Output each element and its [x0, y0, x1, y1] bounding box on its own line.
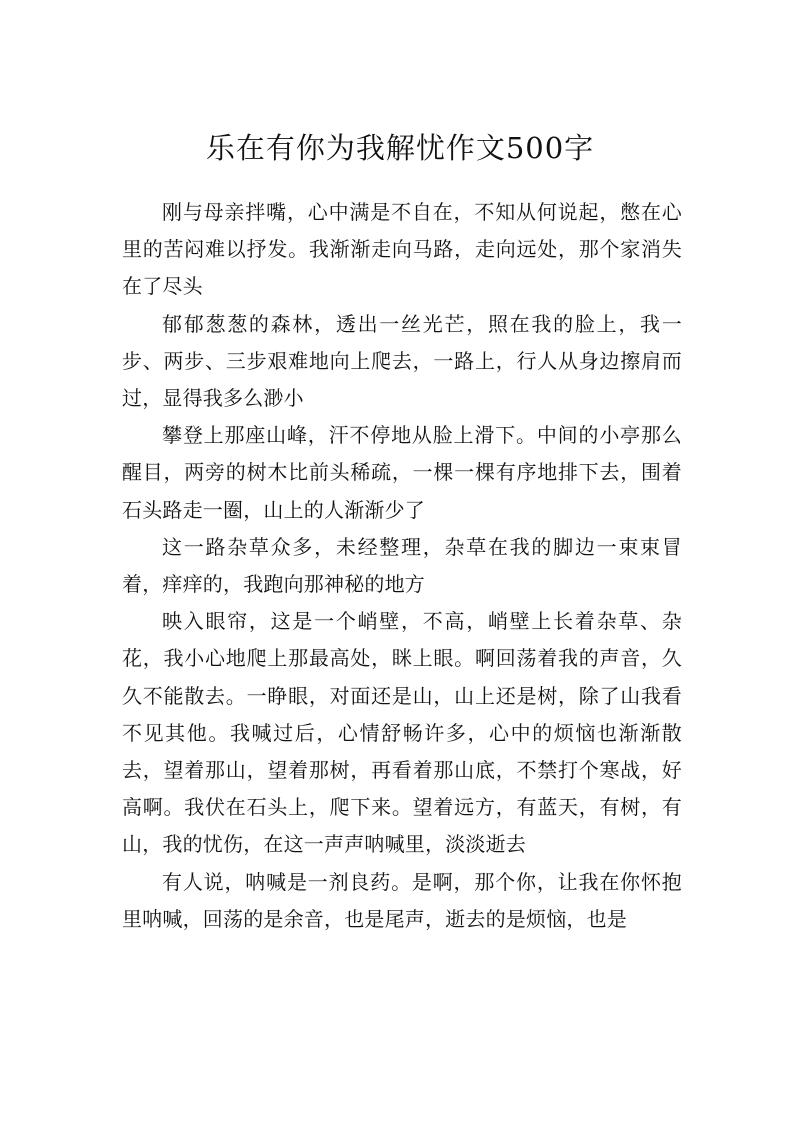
page-title: 乐在有你为我解忧作文500字	[205, 131, 595, 165]
paragraph: 刚与母亲拌嘴，心中满是不自在，不知从何说起，憋在心里的苦闷难以抒发。我渐渐走向马路，走向远处，那个家消失在了尽头	[122, 200, 682, 299]
paragraph: 郁郁葱葱的森林，透出一丝光芒，照在我的脸上，我一步、两步、三步艰难地向上爬去，一路上，行人从身边擦肩而过，显得我多么渺小	[122, 311, 682, 411]
paragraph: 这一路杂草众多，未经整理，杂草在我的脚边一束束冒着，痒痒的，我跑向那神秘的地方	[122, 534, 682, 597]
paragraph: 攀登上那座山峰，汗不停地从脸上滑下。中间的小亭那么醒目，两旁的树木比前头稀疏，一棵一棵有序地排下去，围着石头路走一圈，山上的人渐渐少了	[122, 423, 682, 522]
paragraph: 有人说，呐喊是一剂良药。是啊，那个你，让我在你怀抱里呐喊，回荡的是余音，也是尾声，逝去的是烦恼，也是	[122, 869, 682, 931]
article-body	[122, 194, 682, 938]
paragraph: 映入眼帘，这是一个峭壁，不高，峭壁上长着杂草、杂花，我小心地爬上那最高处，眯上眼。啊回荡着我的声音，久久不能散去。一睁眼，对面还是山，山上还是树，除了山我看不见其他。我喊过后，心情舒畅许多，心中的烦恼也渐渐散去，望着那山，望着那树，再看着那山底，不禁打个寒战，好高啊。我伏在石头上，爬下来。望着远方，有蓝天，有树，有山，我的忧伤，在这一声声呐喊里，淡淡逝去	[122, 609, 682, 857]
